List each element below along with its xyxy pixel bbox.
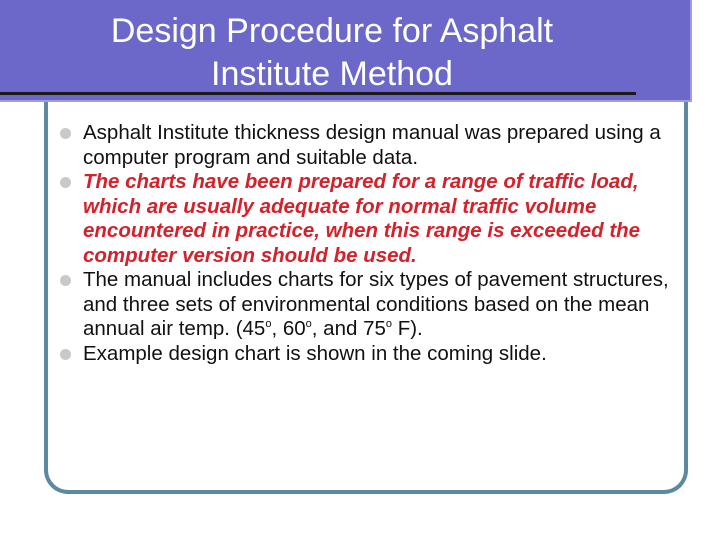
title-line-1: Design Procedure for Asphalt <box>110 12 554 50</box>
degree-sup-2: o <box>305 318 312 331</box>
slide-title <box>0 10 664 96</box>
bullet-text-4: Example design chart is shown in the coming slide. <box>83 341 547 365</box>
degree-sup-3: o <box>385 318 392 331</box>
bullet-item-2 <box>60 170 670 268</box>
bullet-text-2: The charts have been prepared for a range of traffic load, which are usually adequate for normal traffic volume encountered in practice, when this range is exceeded the computer version should be used. <box>83 170 641 267</box>
bullet-dot-icon <box>60 128 71 139</box>
bullet-text-3c: , and 75 <box>311 317 386 340</box>
bullet-text-3a: The manual includes charts for six types of pavement structures, and three sets of environmental conditions based on the mean annual air temp. (45 <box>83 268 669 340</box>
bullet-item-1 <box>60 121 670 170</box>
bullet-dot-icon <box>60 275 71 286</box>
bullet-dot-icon <box>60 349 71 360</box>
bullet-text-3b: , 60 <box>271 317 306 340</box>
title-line-2: Institute Method <box>211 55 453 93</box>
bullet-text-1: Asphalt Institute thickness design manual was prepared using a computer program and suitable data. <box>83 121 661 169</box>
bullet-item-4 <box>60 342 670 367</box>
bullet-list <box>60 121 670 366</box>
bullet-item-3 <box>60 268 670 342</box>
bullet-text-3d: F). <box>392 317 423 340</box>
degree-sup-1: o <box>265 318 272 331</box>
bullet-dot-icon <box>60 177 71 188</box>
